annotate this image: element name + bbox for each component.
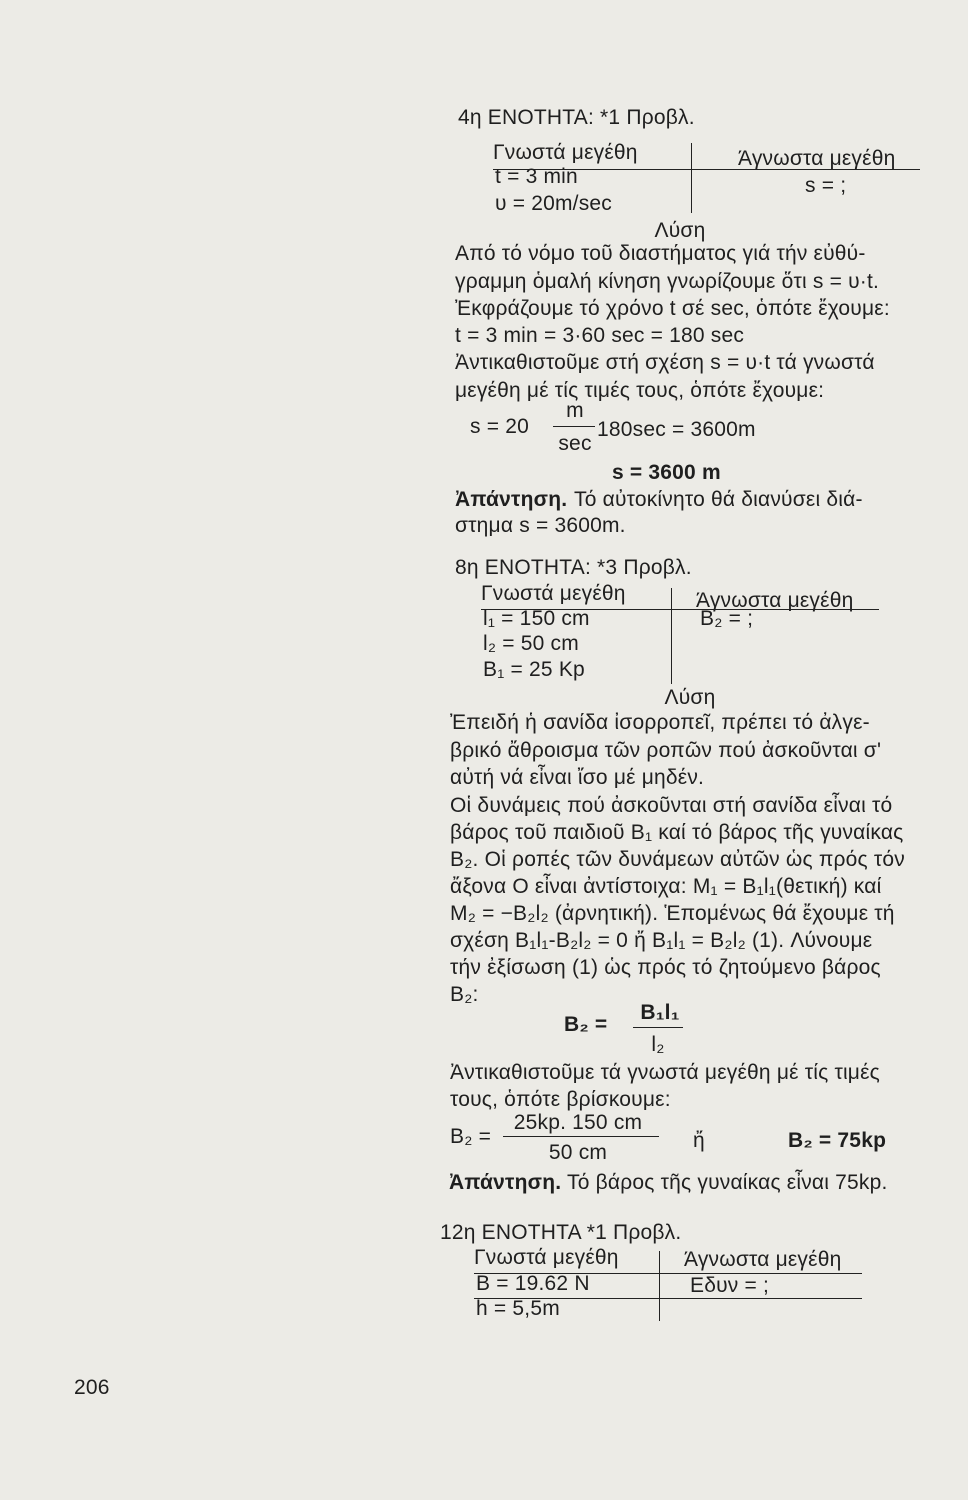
fraction-bar — [553, 426, 595, 427]
known-value: B₁ = 25 Kp — [483, 658, 585, 681]
answer-text: Τό βάρος τῆς γυναίκας εἶναι 75kp. — [567, 1171, 888, 1194]
known-header: Γνωστά μεγέθη — [474, 1246, 619, 1269]
text-line: τους, ὁπότε βρίσκουμε: — [450, 1088, 671, 1111]
text-line: M₂ = −B₂l₂ (ἀρνητική). Ἑπομένως θά ἔχουμε τή — [450, 902, 895, 925]
equation-numerator: 25kp. 150 cm — [513, 1111, 643, 1134]
known-value: l₁ = 150 cm — [483, 607, 590, 630]
unknown-header: Άγνωστα μεγέθη — [696, 589, 854, 612]
text-line: γραμμη ὁμαλή κίνηση γνωρίζουμε ὅτι s = υ·t. — [455, 270, 880, 293]
text-line: Ἐπειδή ἡ σανίδα ἰσορροπεῖ, πρέπει τό ἀλγε- — [450, 711, 870, 734]
text-line: αὐτή νά εἶναι ἴσο μέ μηδέν. — [450, 766, 705, 789]
page-number: 206 — [74, 1376, 110, 1399]
known-header: Γνωστά μεγέθη — [481, 582, 626, 605]
unknown-value: s = ; — [805, 174, 847, 197]
equation-left: B₂ = — [564, 1013, 608, 1036]
fraction-bar — [503, 1136, 659, 1137]
answer-label: Ἀπάντηση. — [449, 1171, 562, 1194]
unknown-value: B₂ = ; — [700, 607, 754, 630]
fraction-bar — [633, 1027, 683, 1028]
text-line: ἄξονα Ο εἶναι ἀντίστοιχα: M₁ = B₁l₁(θετική) καί — [450, 875, 882, 898]
equation-numerator: B₁l₁ — [640, 1001, 680, 1024]
text-line: Ἐκφράζουμε τό χρόνο t σέ sec, ὁπότε ἔχουμε: — [455, 297, 890, 320]
table-divider — [671, 588, 672, 684]
text-line: B₂. Οἱ ροπές τῶν δυνάμεων αὐτῶν ὡς πρός τόν — [450, 848, 905, 871]
text-line: Από τό νόμο τοῦ διαστήματος γιά τήν εὐθύ- — [455, 242, 866, 265]
unknown-header: Άγνωστα μεγέθη — [684, 1248, 842, 1271]
answer-label: Ἀπάντηση. — [455, 488, 568, 511]
known-value: B = 19.62 N — [476, 1272, 590, 1295]
equation-left: B₂ = — [450, 1125, 492, 1148]
solution-title: Λύση — [664, 686, 716, 709]
text-line: t = 3 min = 3·60 sec = 180 sec — [455, 324, 745, 347]
equation-left: s = 20 — [470, 415, 529, 438]
text-line: σχέση B₁l₁-B₂l₂ = 0 ἤ B₁l₁ = B₂l₂ (1). Λύνουμε — [450, 929, 873, 952]
known-value: h = 5,5m — [476, 1297, 560, 1320]
section-heading: 12η ΕΝΟΤΗΤΑ *1 Προβλ. — [440, 1221, 682, 1244]
text-line: Οἱ δυνάμεις πού ἀσκοῦνται στή σανίδα εἶναι τό — [450, 794, 893, 817]
equation-or: ἤ — [693, 1129, 705, 1152]
text-line: βρικό ἄθροισμα τῶν ροπῶν πού ἀσκοῦνται σ' — [450, 739, 882, 762]
known-value: t = 3 min — [495, 165, 578, 188]
unknown-value: Eδυν = ; — [690, 1274, 770, 1297]
equation-result: B₂ = 75kp — [788, 1129, 887, 1152]
text-line: τήν ἐξίσωση (1) ὡς πρός τό ζητούμενο βάρος — [450, 956, 881, 979]
answer-text: στημα s = 3600m. — [455, 514, 626, 537]
table-divider — [691, 143, 692, 213]
solution-title: Λύση — [654, 219, 706, 242]
section-heading: 4η ΕΝΟΤΗΤΑ: *1 Προβλ. — [458, 106, 695, 129]
text-line: βάρος τοῦ παιδιοῦ B₁ καί τό βάρος τῆς γυναίκας — [450, 821, 904, 844]
equation-denominator: 50 cm — [548, 1141, 608, 1164]
known-value: υ = 20m/sec — [495, 192, 612, 215]
text-line: B₂: — [450, 983, 479, 1006]
equation-denominator: l₂ — [651, 1033, 665, 1056]
text-line: μεγέθη μέ τίς τιμές τους, ὁπότε ἔχουμε: — [455, 379, 825, 402]
table-divider — [659, 1251, 660, 1321]
equation-right: 180sec = 3600m — [597, 418, 756, 441]
equation-numerator: m — [566, 399, 584, 422]
result: s = 3600 m — [612, 461, 721, 484]
section-heading: 8η ΕΝΟΤΗΤΑ: *3 Προβλ. — [455, 556, 692, 579]
unknown-header: Άγνωστα μεγέθη — [738, 147, 896, 170]
equation-denominator: sec — [558, 432, 592, 455]
answer-text: Τό αὐτοκίνητο θά διανύσει διά- — [574, 488, 863, 511]
known-value: l₂ = 50 cm — [483, 632, 579, 655]
known-header: Γνωστά μεγέθη — [493, 141, 638, 164]
text-line: Ἀντικαθιστοῦμε τά γνωστά μεγέθη μέ τίς τιμές — [450, 1061, 880, 1084]
text-line: Ἀντικαθιστοῦμε στή σχέση s = υ·t τά γνωστά — [455, 351, 875, 374]
